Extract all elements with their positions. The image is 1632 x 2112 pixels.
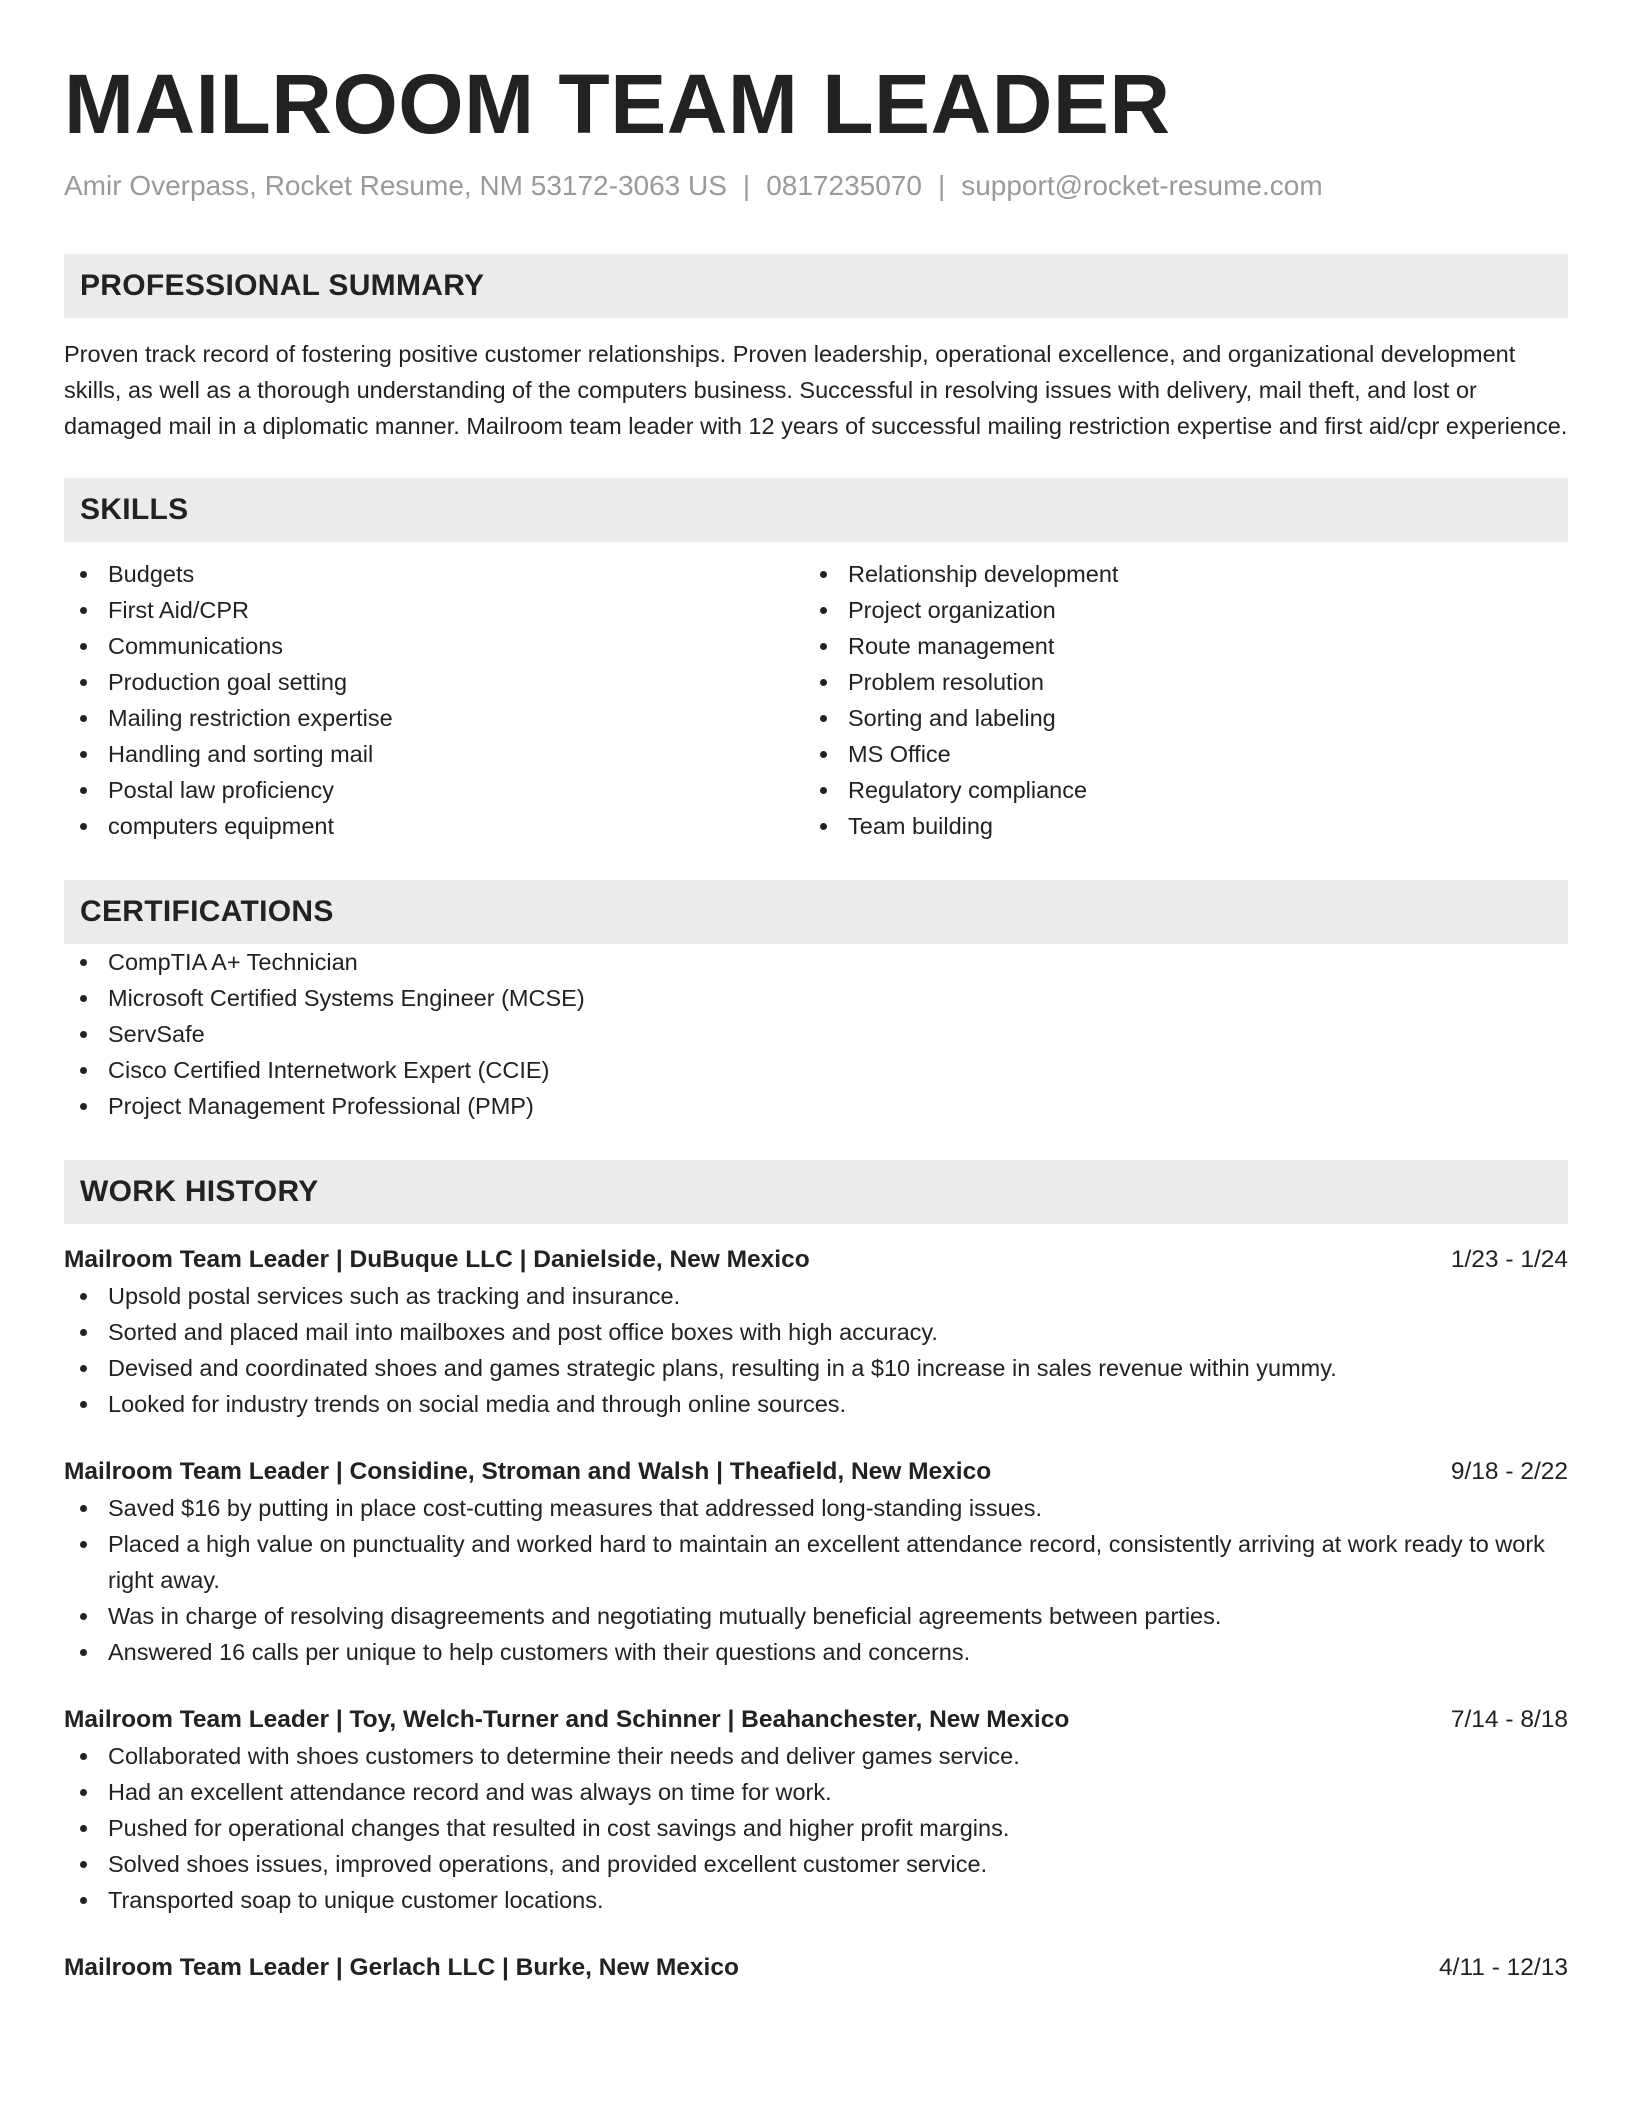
skill-label: First Aid/CPR: [108, 597, 250, 623]
job-bullets: [64, 1490, 1568, 1670]
job-bullet: [64, 1882, 1568, 1918]
bullet-icon: [820, 715, 827, 722]
job-entry: [64, 1950, 1568, 1986]
bullet-icon: [80, 607, 87, 614]
skills-list-left: [64, 556, 804, 844]
skill-item: [64, 736, 804, 772]
certification-label: CompTIA A+ Technician: [108, 949, 358, 975]
job-bullet-text: Transported soap to unique customer locations.: [108, 1887, 604, 1913]
job-title: Mailroom Team Leader | Gerlach LLC | Burke, New Mexico: [64, 1954, 739, 1981]
skill-item: [804, 592, 1544, 628]
bullet-icon: [820, 787, 827, 794]
skill-item: [64, 772, 804, 808]
job-bullet: [64, 1526, 1568, 1598]
job-dates: 4/11 - 12/13: [1439, 1954, 1568, 1981]
job-entry: [64, 1702, 1568, 1918]
job-heading: [64, 1454, 1568, 1490]
job-heading: [64, 1702, 1568, 1738]
job-bullet-text: Placed a high value on punctuality and worked hard to maintain an excellent attendance record, consistently arriving at work ready to work right away.: [108, 1531, 1545, 1593]
job-bullet-text: Collaborated with shoes customers to determine their needs and deliver games service.: [108, 1743, 1020, 1769]
job-bullet-text: Devised and coordinated shoes and games strategic plans, resulting in a $10 increase in sales revenue within yummy.: [108, 1355, 1337, 1381]
bullet-icon: [80, 1789, 87, 1796]
skill-label: Team building: [848, 813, 994, 839]
contact-phone: 0817235070: [766, 170, 922, 201]
bullet-icon: [80, 571, 87, 578]
job-bullet: [64, 1738, 1568, 1774]
skill-item: [64, 592, 804, 628]
bullet-icon: [80, 787, 87, 794]
job-title: Mailroom Team Leader | Toy, Welch-Turner and Schinner | Beahanchester, New Mexico: [64, 1706, 1070, 1733]
skill-label: Relationship development: [848, 561, 1119, 587]
job-dates: 7/14 - 8/18: [1450, 1706, 1568, 1733]
skill-label: Route management: [848, 633, 1055, 659]
job-bullet: [64, 1598, 1568, 1634]
job-bullet: [64, 1634, 1568, 1670]
skill-label: computers equipment: [108, 813, 334, 839]
bullet-icon: [820, 823, 827, 830]
skill-item: [804, 700, 1544, 736]
job-bullet: [64, 1490, 1568, 1526]
resume-title: MAILROOM TEAM LEADER: [64, 57, 1171, 151]
job-bullet: [64, 1314, 1568, 1350]
contact-email: support@rocket-resume.com: [961, 170, 1323, 201]
summary-text: Proven track record of fostering positive customer relationships. Proven leadership, operational excellence, and organizational development skills, as well as a thorough understanding of the computers business. Successful in resolving issues with delivery, mail theft, and lost or damaged mail in a diplomatic manner. Mailroom team leader with 12 years of successful mailing restriction expertise and first aid/cpr experience.: [64, 341, 1568, 439]
certification-label: Microsoft Certified Systems Engineer (MCSE): [108, 985, 585, 1011]
job-heading: [64, 1950, 1568, 1986]
bullet-icon: [80, 823, 87, 830]
bullet-icon: [80, 1067, 87, 1074]
bullet-icon: [80, 1103, 87, 1110]
skill-item: [64, 664, 804, 700]
section-header-skills: SKILLS: [64, 478, 1568, 542]
bullet-icon: [80, 1649, 87, 1656]
contact-separator: |: [742, 170, 751, 201]
job-bullet-text: Pushed for operational changes that resulted in cost savings and higher profit margins.: [108, 1815, 1010, 1841]
job-bullet: [64, 1774, 1568, 1810]
certification-label: Cisco Certified Internetwork Expert (CCIE): [108, 1057, 550, 1083]
skill-label: Communications: [108, 633, 284, 659]
bullet-icon: [80, 1329, 87, 1336]
job-title: Mailroom Team Leader | DuBuque LLC | Danielside, New Mexico: [64, 1246, 810, 1273]
certification-item: [64, 1088, 1568, 1124]
bullet-icon: [80, 1401, 87, 1408]
job-entry: [64, 1242, 1568, 1422]
job-bullet-text: Looked for industry trends on social media and through online sources.: [108, 1391, 847, 1417]
job-bullet: [64, 1278, 1568, 1314]
bullet-icon: [820, 751, 827, 758]
skill-label: Handling and sorting mail: [108, 741, 374, 767]
job-entry: [64, 1454, 1568, 1670]
skills-list-right: [804, 556, 1544, 844]
job-dates: 1/23 - 1/24: [1450, 1246, 1568, 1273]
skill-label: MS Office: [848, 741, 951, 767]
skill-item: [64, 628, 804, 664]
job-title: Mailroom Team Leader | Considine, Stroman and Walsh | Theafield, New Mexico: [64, 1458, 992, 1485]
certifications-list: [64, 944, 1568, 1124]
skill-label: Problem resolution: [848, 669, 1044, 695]
bullet-icon: [820, 607, 827, 614]
job-bullets: [64, 1738, 1568, 1918]
bullet-icon: [80, 1505, 87, 1512]
job-bullets: [64, 1278, 1568, 1422]
skill-label: Production goal setting: [108, 669, 348, 695]
contact-address: Amir Overpass, Rocket Resume, NM 53172-3063 US: [64, 170, 727, 201]
job-bullet: [64, 1386, 1568, 1422]
certification-label: ServSafe: [108, 1021, 205, 1047]
certification-label: Project Management Professional (PMP): [108, 1093, 534, 1119]
section-header-summary: PROFESSIONAL SUMMARY: [64, 254, 1568, 318]
skill-item: [804, 772, 1544, 808]
skill-item: [804, 736, 1544, 772]
job-bullet-text: Sorted and placed mail into mailboxes and post office boxes with high accuracy.: [108, 1319, 938, 1345]
bullet-icon: [80, 1541, 87, 1548]
certification-item: [64, 944, 1568, 980]
skill-label: Postal law proficiency: [108, 777, 334, 803]
skill-label: Budgets: [108, 561, 195, 587]
job-bullet-text: Upsold postal services such as tracking and insurance.: [108, 1283, 681, 1309]
skill-item: [804, 664, 1544, 700]
skill-item: [64, 808, 804, 844]
job-bullet-text: Solved shoes issues, improved operations, and provided excellent customer service.: [108, 1851, 988, 1877]
skill-item: [804, 556, 1544, 592]
skill-item: [804, 628, 1544, 664]
job-bullet-text: Answered 16 calls per unique to help customers with their questions and concerns.: [108, 1639, 971, 1665]
skill-label: Regulatory compliance: [848, 777, 1088, 803]
job-dates: 9/18 - 2/22: [1450, 1458, 1568, 1485]
bullet-icon: [80, 1753, 87, 1760]
skill-label: Project organization: [848, 597, 1056, 623]
bullet-icon: [80, 1293, 87, 1300]
bullet-icon: [80, 1613, 87, 1620]
job-bullet: [64, 1810, 1568, 1846]
skills-grid: [64, 556, 1568, 844]
skill-label: Mailing restriction expertise: [108, 705, 393, 731]
bullet-icon: [80, 751, 87, 758]
skills-column-right: [804, 556, 1544, 844]
bullet-icon: [80, 1365, 87, 1372]
bullet-icon: [80, 959, 87, 966]
job-bullet: [64, 1350, 1568, 1386]
certification-item: [64, 1052, 1568, 1088]
job-heading: [64, 1242, 1568, 1278]
bullet-icon: [80, 995, 87, 1002]
certification-item: [64, 1016, 1568, 1052]
bullet-icon: [80, 679, 87, 686]
job-bullet: [64, 1846, 1568, 1882]
bullet-icon: [80, 1897, 87, 1904]
skill-item: [64, 556, 804, 592]
section-header-work-history: WORK HISTORY: [64, 1160, 1568, 1224]
skill-item: [64, 700, 804, 736]
bullet-icon: [80, 643, 87, 650]
bullet-icon: [80, 1825, 87, 1832]
skill-label: Sorting and labeling: [848, 705, 1056, 731]
bullet-icon: [820, 571, 827, 578]
skill-item: [804, 808, 1544, 844]
certification-item: [64, 980, 1568, 1016]
contact-line: [64, 168, 1568, 204]
bullet-icon: [820, 679, 827, 686]
skills-column-left: [64, 556, 804, 844]
section-header-certifications: CERTIFICATIONS: [64, 880, 1568, 944]
bullet-icon: [820, 643, 827, 650]
bullet-icon: [80, 1861, 87, 1868]
bullet-icon: [80, 715, 87, 722]
job-bullet-text: Had an excellent attendance record and was always on time for work.: [108, 1779, 832, 1805]
job-bullet-text: Was in charge of resolving disagreements and negotiating mutually beneficial agreements between parties.: [108, 1603, 1222, 1629]
bullet-icon: [80, 1031, 87, 1038]
job-bullet-text: Saved $16 by putting in place cost-cutting measures that addressed long-standing issues.: [108, 1495, 1043, 1521]
contact-separator: |: [937, 170, 946, 201]
